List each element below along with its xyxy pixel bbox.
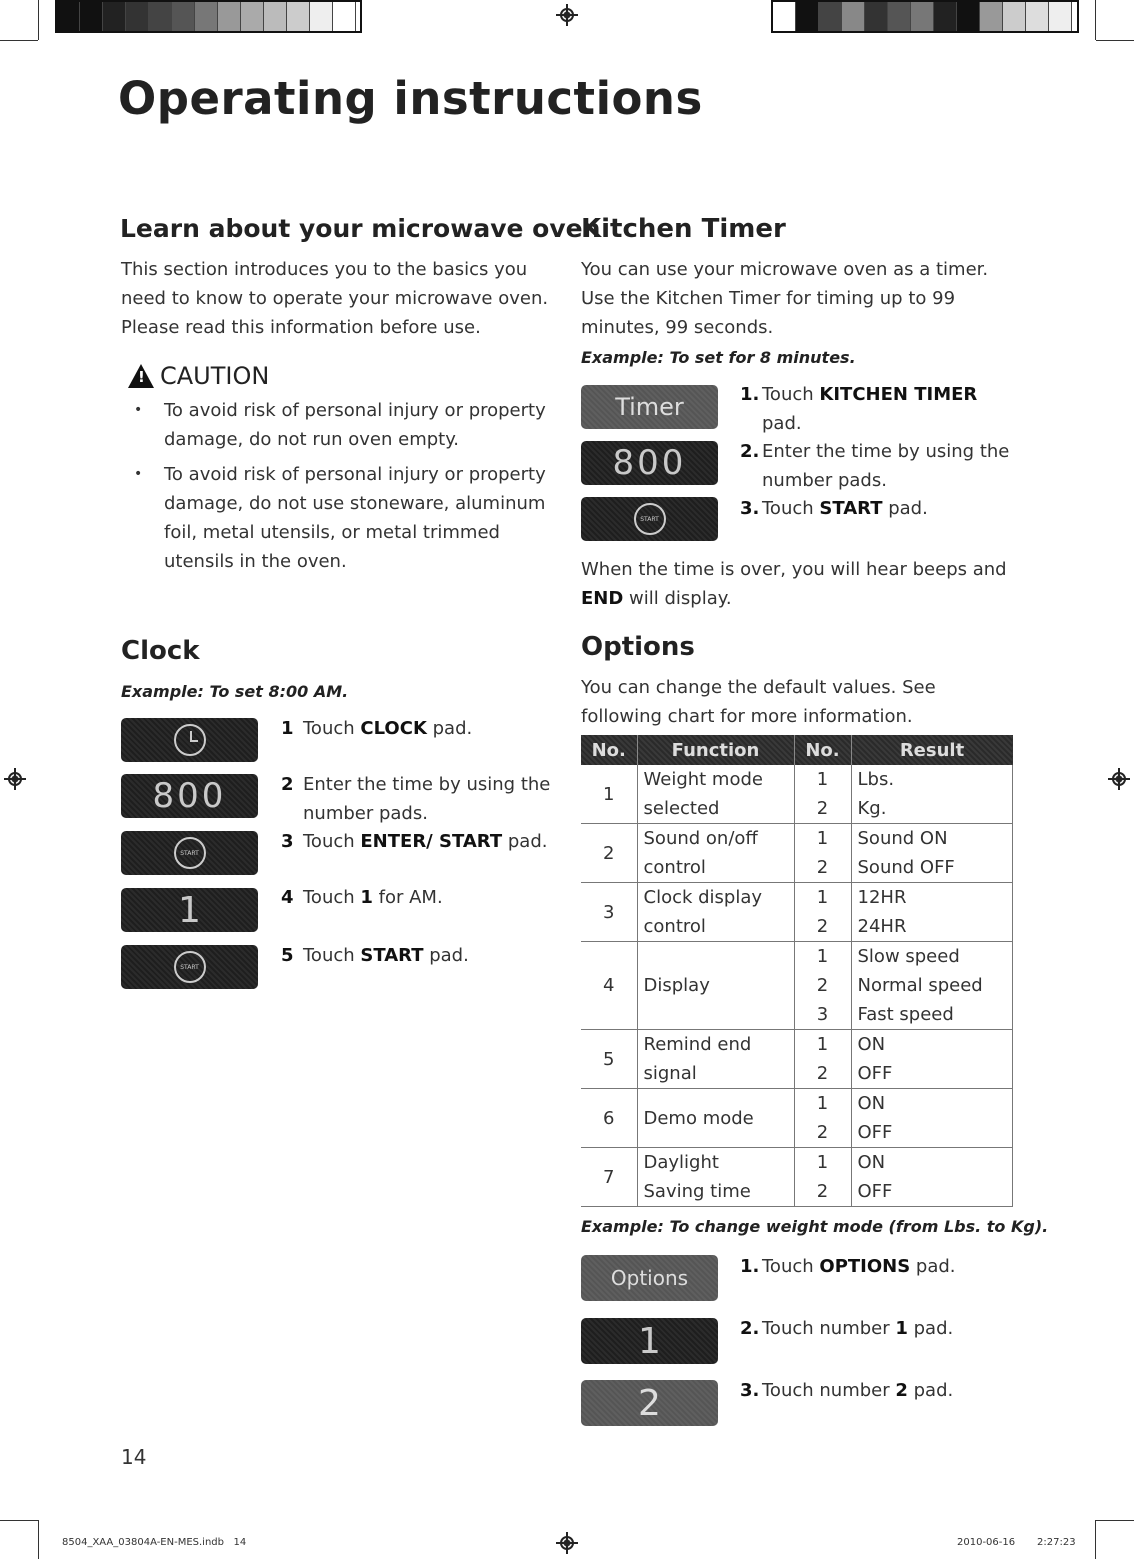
timer-step-3: 3. Touch START pad.: [740, 498, 928, 519]
caution-label: ! CAUTION: [128, 362, 269, 390]
clock-step-5: 5 Touch START pad.: [281, 945, 469, 966]
number-800-pad-image: 800: [121, 774, 258, 818]
registration-mark-icon: [556, 1532, 578, 1554]
options-step-1: 1. Touch OPTIONS pad.: [740, 1256, 956, 1277]
footer-date: 2010-06-16: [957, 1537, 1016, 1548]
crop-mark: [0, 40, 38, 41]
registration-mark-icon: [1108, 768, 1130, 790]
timer-outro: When the time is over, you will hear beeps and END will display.: [581, 559, 1007, 609]
clock-step-2: 2 Enter the time by using the number pads.: [281, 774, 551, 824]
clock-step-4: 4 Touch 1 for AM.: [281, 887, 443, 908]
warning-icon: !: [128, 364, 154, 388]
crop-mark: [1096, 40, 1134, 41]
table-header: No. Function No. Result: [581, 735, 1013, 765]
table-row: 5 Remind end signal 1 2 ON OFF: [581, 1030, 1013, 1089]
start-pad-image: [121, 831, 258, 875]
timer-intro: You can use your microwave oven as a timer. Use the Kitchen Timer for timing up to 99 minutes, 99 seconds.: [581, 259, 989, 338]
start-icon: START: [174, 837, 206, 869]
clock-step-3: 3 Touch ENTER/ START pad.: [281, 831, 548, 852]
options-step-2: 2. Touch number 1 pad.: [740, 1318, 954, 1339]
crop-mark: [38, 0, 39, 40]
table-row: 1 Weight mode selected 1 2 Lbs. Kg.: [581, 765, 1013, 824]
crop-mark: [1095, 1520, 1096, 1559]
options-intro: You can change the default values. See following chart for more information.: [581, 677, 936, 727]
options-step-3: 3. Touch number 2 pad.: [740, 1380, 954, 1401]
start-pad-image: [581, 497, 718, 541]
start-icon: START: [174, 951, 206, 983]
timer-step-2: 2. Enter the time by using the number pads.: [740, 441, 1010, 491]
table-row: 2 Sound on/off control 1 2 Sound ON Sound OFF: [581, 824, 1013, 883]
start-icon: START: [634, 503, 666, 535]
table-row: 6 Demo mode 1 2 ON OFF: [581, 1089, 1013, 1148]
number-1-pad-image: 1: [121, 888, 258, 932]
table-row: 4 Display 1 2 3 Slow speed Normal speed Fast speed: [581, 942, 1013, 1030]
learn-heading: Learn about your microwave oven: [120, 214, 601, 243]
color-bar-right: [771, 0, 1079, 33]
timer-pad-image: Timer: [581, 385, 718, 429]
start-pad-image: [121, 945, 258, 989]
crop-mark: [1095, 0, 1096, 40]
timer-step-1: 1. Touch KITCHEN TIMER pad.: [740, 384, 978, 434]
learn-intro: This section introduces you to the basics you need to know to operate your microwave oven. Please read this information before use.: [121, 259, 549, 338]
crop-mark: [0, 1520, 38, 1521]
table-row: 7 Daylight Saving time 1 2 ON OFF: [581, 1148, 1013, 1207]
crop-mark: [1096, 1520, 1134, 1521]
clock-icon: [174, 724, 206, 756]
options-table: [581, 735, 1013, 1207]
registration-mark-icon: [556, 4, 578, 26]
timer-example: Example: To set for 8 minutes.: [581, 348, 856, 367]
clock-step-1: 1 Touch CLOCK pad.: [281, 718, 473, 739]
list-item: • To avoid risk of personal injury or property damage, do not run oven empty.: [132, 396, 552, 454]
registration-mark-icon: [4, 768, 26, 790]
table-row: 3 Clock display control 1 2 12HR 24HR: [581, 883, 1013, 942]
page-number: 14: [121, 1445, 147, 1469]
number-800-pad-image: 800: [581, 441, 718, 485]
caution-list: [132, 396, 552, 582]
footer-file: 8504_XAA_03804A-EN-MES.indb 14: [62, 1537, 247, 1548]
timer-heading: Kitchen Timer: [581, 214, 786, 244]
footer-time: 2:27:23: [1037, 1537, 1076, 1548]
list-item: • To avoid risk of personal injury or property damage, do not use stoneware, aluminum foil, metal utensils, or metal trimmed utensils in the oven.: [132, 460, 552, 576]
number-1-pad-image: 1: [581, 1318, 718, 1364]
number-2-pad-image: 2: [581, 1380, 718, 1426]
page-title: Operating instructions: [118, 72, 703, 125]
color-bar-left: [55, 0, 362, 33]
options-heading: Options: [581, 632, 695, 662]
options-pad-image: Options: [581, 1255, 718, 1301]
clock-example: Example: To set 8:00 AM.: [121, 682, 349, 701]
options-example: Example: To change weight mode (from Lbs. to Kg).: [581, 1217, 1049, 1236]
clock-heading: Clock: [121, 636, 200, 666]
crop-mark: [38, 1520, 39, 1559]
clock-pad-image: [121, 718, 258, 762]
